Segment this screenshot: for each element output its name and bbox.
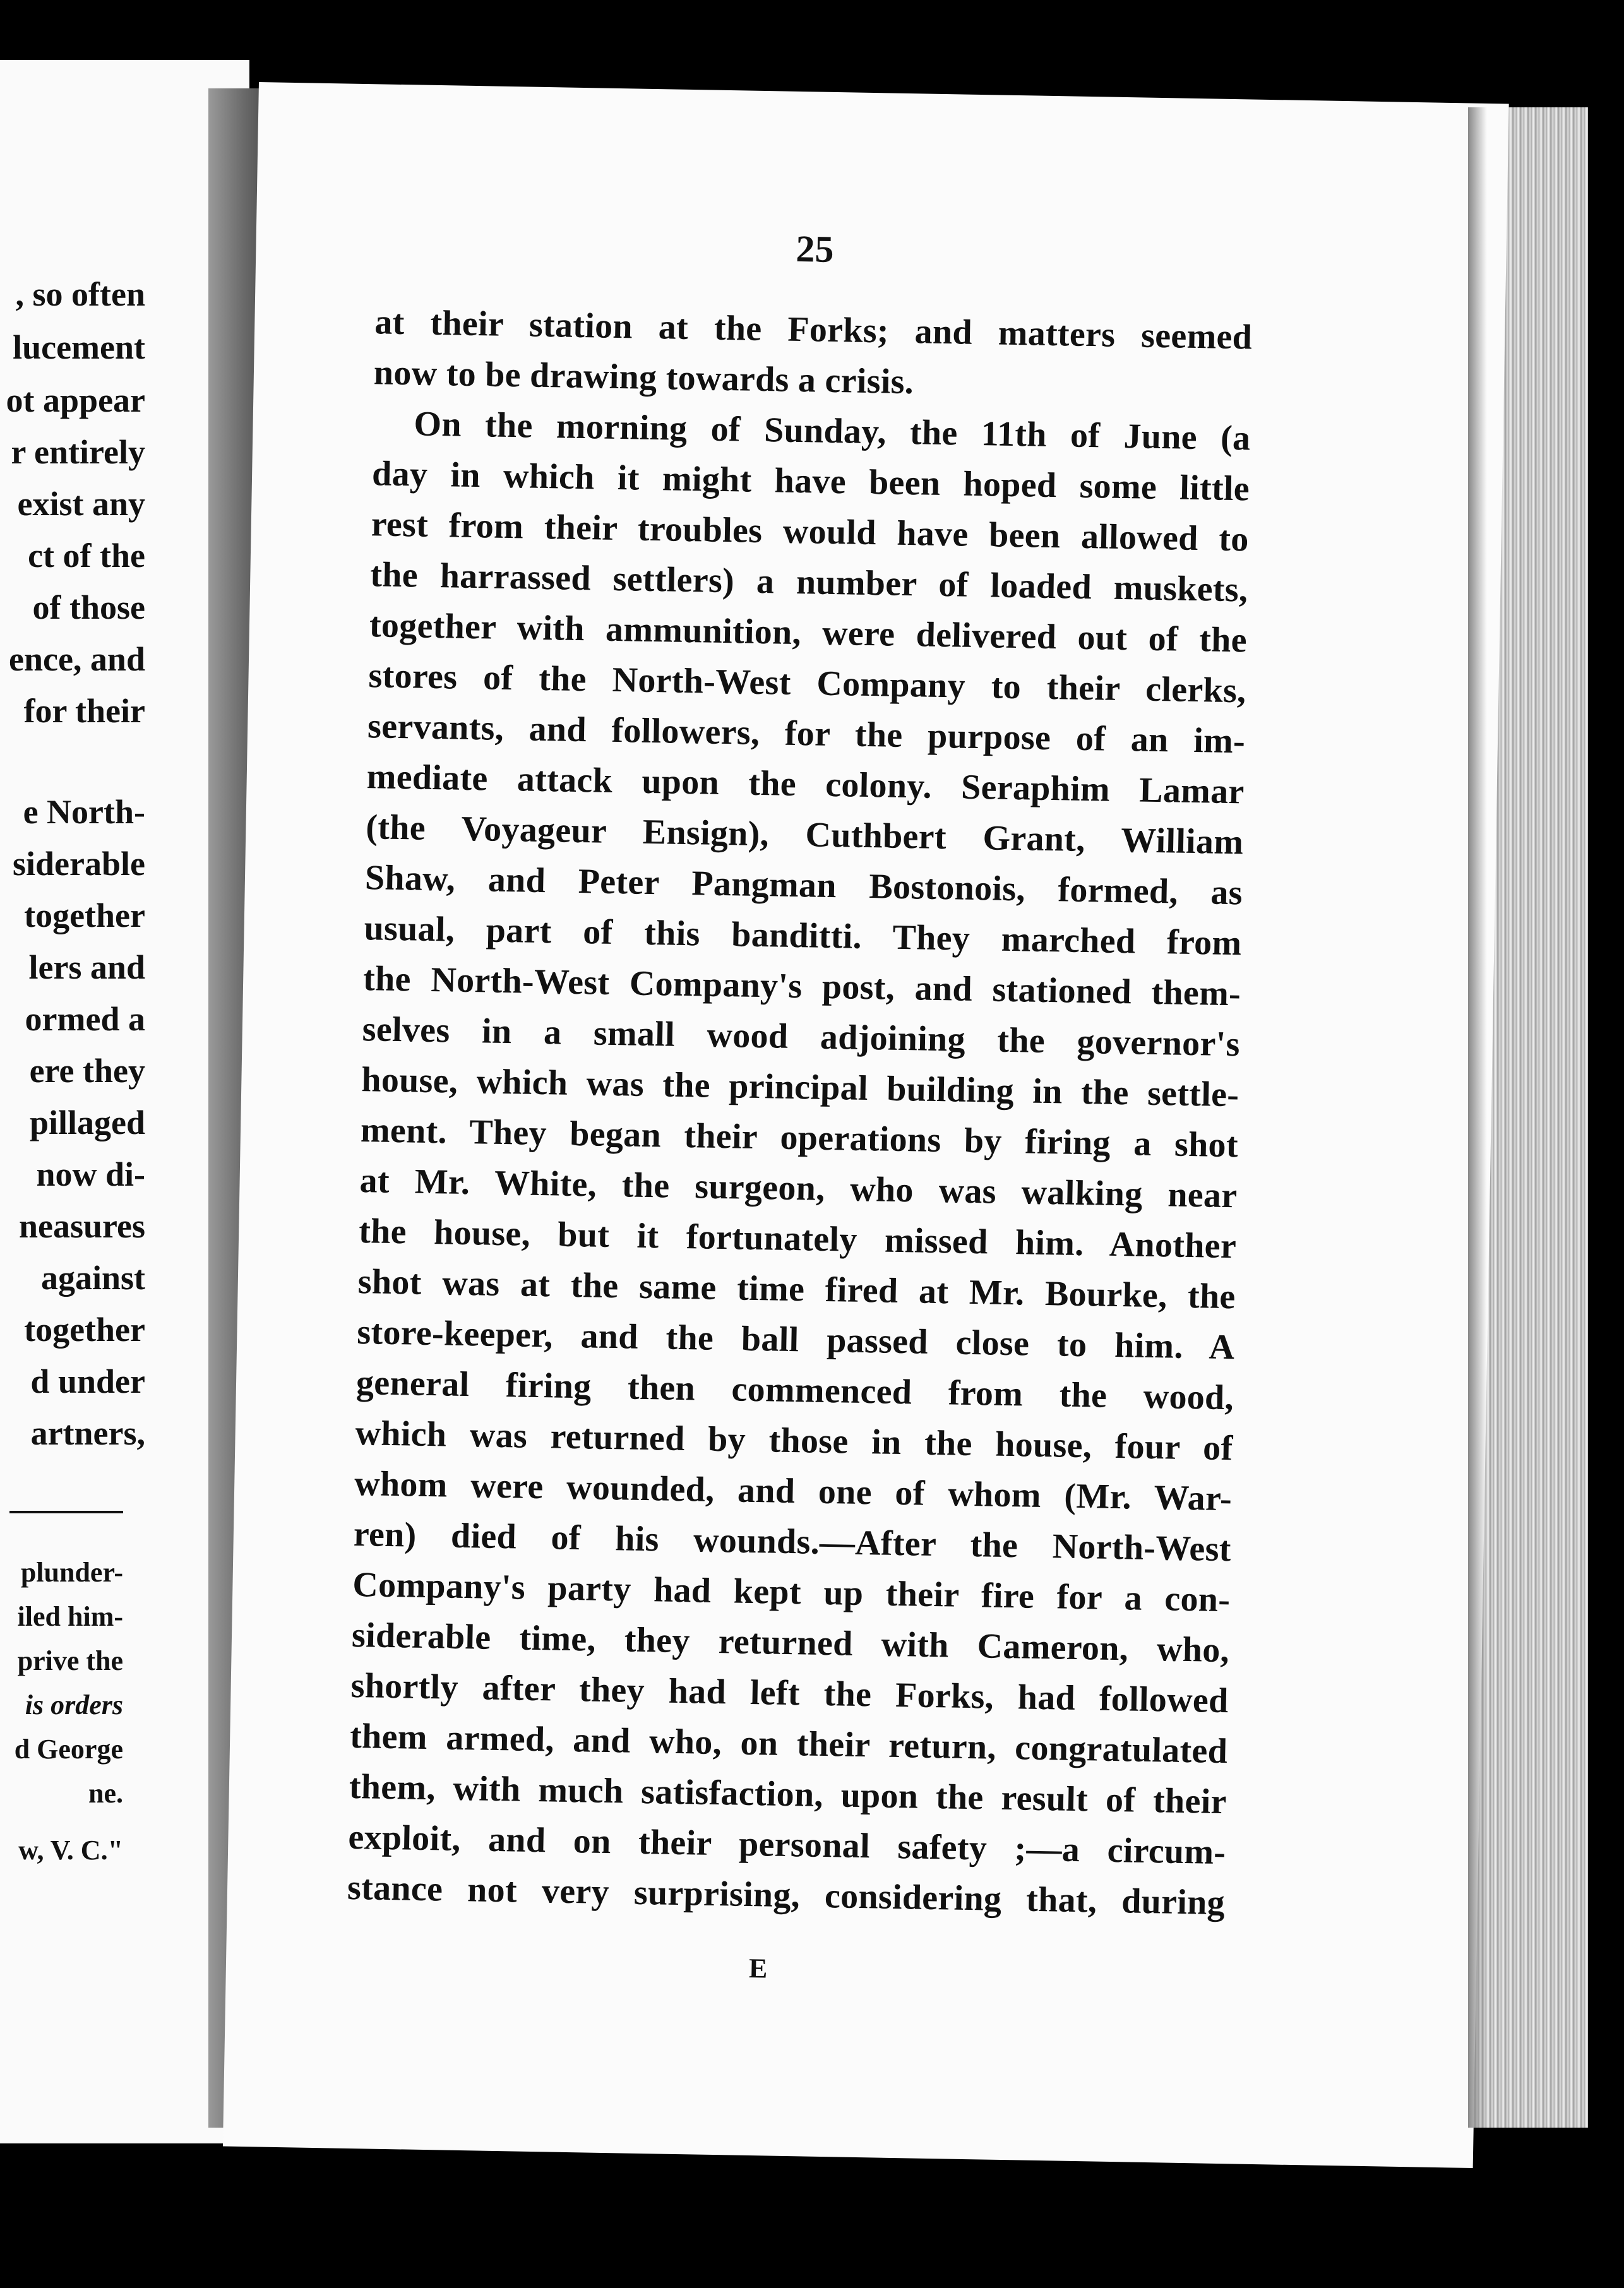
left-page-footnote-line: is orders (25, 1689, 123, 1720)
body-text-line: Company's party had kept up their fire for a con- (352, 1564, 1231, 1620)
body-text-line: rest from their troubles would have been allowed to (371, 504, 1250, 559)
body-text-line: shot was at the same time fired at Mr. Bourke, the (357, 1262, 1236, 1317)
body-text-line: (the Voyageur Ensign), Cuthbert Grant, William (365, 807, 1244, 862)
left-page-line: together (24, 1311, 145, 1349)
body-text-line: stores of the North-West Company to their clerks, (368, 656, 1246, 711)
left-page-line: ence, and (9, 640, 145, 678)
footnote-rule (9, 1511, 123, 1513)
body-text-line: siderable time, they returned with Cameron, who, (351, 1615, 1230, 1671)
body-text-line: the house, but it fortunately missed him. Another (358, 1212, 1237, 1266)
left-page-line: artners, (30, 1414, 145, 1452)
left-page-line: neasures (18, 1207, 145, 1245)
left-page-line: exist any (17, 485, 145, 523)
body-text-line: shortly after they had left the Forks, had followed (350, 1665, 1229, 1721)
page-edge-shadow (1468, 107, 1487, 2128)
left-page-line: for their (23, 692, 145, 730)
left-page-line: e North- (23, 793, 145, 831)
left-page-line: ere they (29, 1052, 145, 1090)
body-text-line: selves in a small wood adjoining the governor's (362, 1010, 1241, 1064)
body-text-line: On the morning of Sunday, the 11th of June (a (414, 404, 1251, 458)
body-text-line: together with ammunition, were delivered out of the (369, 605, 1248, 660)
body-text-line: house, which was the principal building in the settle- (361, 1060, 1239, 1115)
left-page-footnote-line: prive the (17, 1645, 123, 1676)
body-text-line: the harrassed settlers) a number of loaded muskets, (369, 555, 1248, 610)
left-page-line: lucement (13, 328, 145, 366)
left-page-line: together (24, 897, 145, 934)
left-page-footnote-line: d George (14, 1734, 123, 1765)
body-text-line: general firing then commenced from the wood, (355, 1363, 1234, 1418)
body-text-line: servants, and followers, for the purpose of an im- (367, 706, 1246, 761)
body-text-line: day in which it might have been hoped some little (371, 454, 1250, 509)
signature-mark: E (748, 1953, 768, 1984)
left-page-line: ot appear (6, 381, 145, 419)
body-text-line: Shaw, and Peter Pangman Bostonois, formed, as (364, 858, 1243, 913)
left-page-line: d under (30, 1362, 145, 1400)
body-text-line: at their station at the Forks; and matters seemed (374, 302, 1253, 357)
left-page-line: of those (32, 588, 145, 626)
body-text-line: ment. They began their operations by firing a shot (360, 1111, 1239, 1165)
body-text-line: whom were wounded, and one of whom (Mr. War- (354, 1463, 1233, 1519)
left-page-footnote-line: iled him- (17, 1601, 123, 1632)
body-text-line: exploit, and on their personal safety ;—a circum- (347, 1817, 1226, 1873)
body-text-line: mediate attack upon the colony. Seraphim Lamar (366, 757, 1245, 812)
left-page-line: , so often (15, 275, 145, 313)
page-number: 25 (795, 227, 835, 270)
body-text-line: them, with much satisfaction, upon the result of their (349, 1767, 1227, 1822)
left-page-line: r entirely (11, 433, 145, 471)
body-text-line: usual, part of this banditti. They marched from (364, 909, 1242, 963)
left-page-line: ormed a (25, 1000, 145, 1038)
left-page-line: against (40, 1259, 145, 1297)
left-page-line: pillaged (29, 1104, 145, 1141)
body-text-line: ren) died of his wounds.—After the North-West (353, 1514, 1232, 1570)
left-page-footnote-line: ne. (88, 1778, 123, 1809)
left-page-line: lers and (28, 948, 145, 986)
left-page-line: ct of the (28, 537, 145, 575)
left-page-footnote-line: w, V. C." (18, 1835, 123, 1866)
body-text-line: the North-West Company's post, and stationed them- (362, 959, 1241, 1014)
body-text-line: which was returned by those in the house, four of (355, 1413, 1234, 1469)
body-text-line: stance not very surprising, considering that, during (347, 1868, 1226, 1923)
left-page-footnote-line: plunder- (20, 1557, 123, 1588)
left-page-line: siderable (13, 845, 145, 883)
left-page-line: now di- (36, 1155, 145, 1193)
right-page (223, 82, 1509, 2168)
body-text-line: them armed, and who, on their return, congratulated (349, 1716, 1228, 1772)
body-text-line: store-keeper, and the ball passed close to him. A (356, 1313, 1235, 1367)
body-text-line: now to be drawing towards a crisis. (373, 353, 914, 402)
body-text-line: at Mr. White, the surgeon, who was walking near (359, 1161, 1238, 1216)
